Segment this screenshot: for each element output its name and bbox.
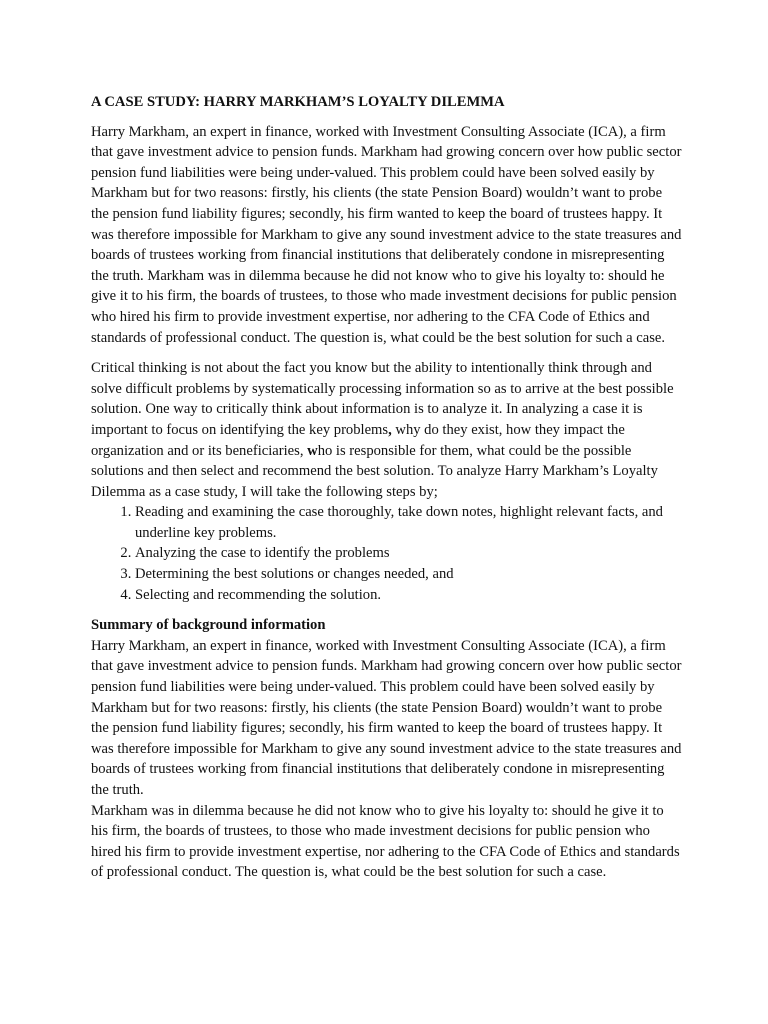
summary-paragraph-1: Harry Markham, an expert in finance, worked with Investment Consulting Associate (ICA), a firm that gave investment advice to pension funds. Markham had growing concern over how public sector pension fund liabilities were being under-valued. This problem could have been solved easily by Markham but for two reasons: firstly, his clients (the state Pension Board) wouldn’t want to probe the pension fund liability figures; secondly, his firm wanted to keep the board of trustees happy. It was therefore impossible for Markham to give any sound investment advice to the state treasures and boards of trustees working from financial institutions that deliberately condone in misrepresenting the truth. (91, 637, 682, 798)
document-title: A CASE STUDY: HARRY MARKHAM’S LOYALTY DILEMMA (91, 94, 505, 110)
list-item: 3. Determining the best solutions or changes needed, and (135, 564, 683, 585)
steps-list (91, 502, 683, 605)
document-page (91, 92, 683, 883)
list-item: 2. Analyzing the case to identify the problems (135, 543, 683, 564)
summary-heading: Summary of background information (91, 617, 326, 634)
critical-bold-comma: , (388, 421, 392, 438)
intro-paragraph: Harry Markham, an expert in finance, worked with Investment Consulting Associate (ICA), a firm that gave investment advice to pension funds. Markham had growing concern over how public sector pension fund liabilities were being under-valued. This problem could have been solved easily by Markham but for two reasons: firstly, his clients (the state Pension Board) wouldn’t want to probe the pension fund liability figures; secondly, his firm wanted to keep the board of trustees happy. It was therefore impossible for Markham to give any sound investment advice to the state treasures and boards of trustees working from financial institutions that deliberately condone in misrepresenting the truth. Markham was in dilemma because he did not know who to give his loyalty to: should he give it to his firm, the boards of trustees, to those who made investment decisions for public pension who hired his firm to provide investment expertise, nor adhering to the CFA Code of Ethics and standards of professional conduct. The question is, what could be the best solution for such a case. (91, 123, 682, 346)
critical-text-part2: why do they exist, how they impact the organization and or its beneficiaries, (91, 421, 625, 459)
list-item: 1. Reading and examining the case thoroughly, take down notes, highlight relevant facts, and underline key problems. (135, 502, 683, 543)
list-item: 4. Selecting and recommending the solution. (135, 585, 683, 606)
critical-text-part3: ho is responsible for them, what could be the possible solutions and then select and recommend the best solution. To analyze Harry Markham’s Loyalty Dilemma as a case study, I will take the following steps by; (91, 442, 658, 500)
critical-text-part1: Critical thinking is not about the fact you know but the ability to intentionally think through and solve difficult problems by systematically processing information so as to arrive at the best possible solution. One way to critically think about information is to analyze it. In analyzing a case it is important to focus on identifying the key problems (91, 360, 674, 438)
critical-bold-w: w (307, 442, 318, 459)
summary-paragraph-2: Markham was in dilemma because he did not know who to give his loyalty to: should he give it to his firm, the boards of trustees, to those who made investment decisions for public pension who hired his firm to provide investment expertise, nor adhering to the CFA Code of Ethics and standards of professional conduct. The question is, what could be the best solution for such a case. (91, 802, 680, 881)
critical-thinking-paragraph (91, 358, 683, 502)
